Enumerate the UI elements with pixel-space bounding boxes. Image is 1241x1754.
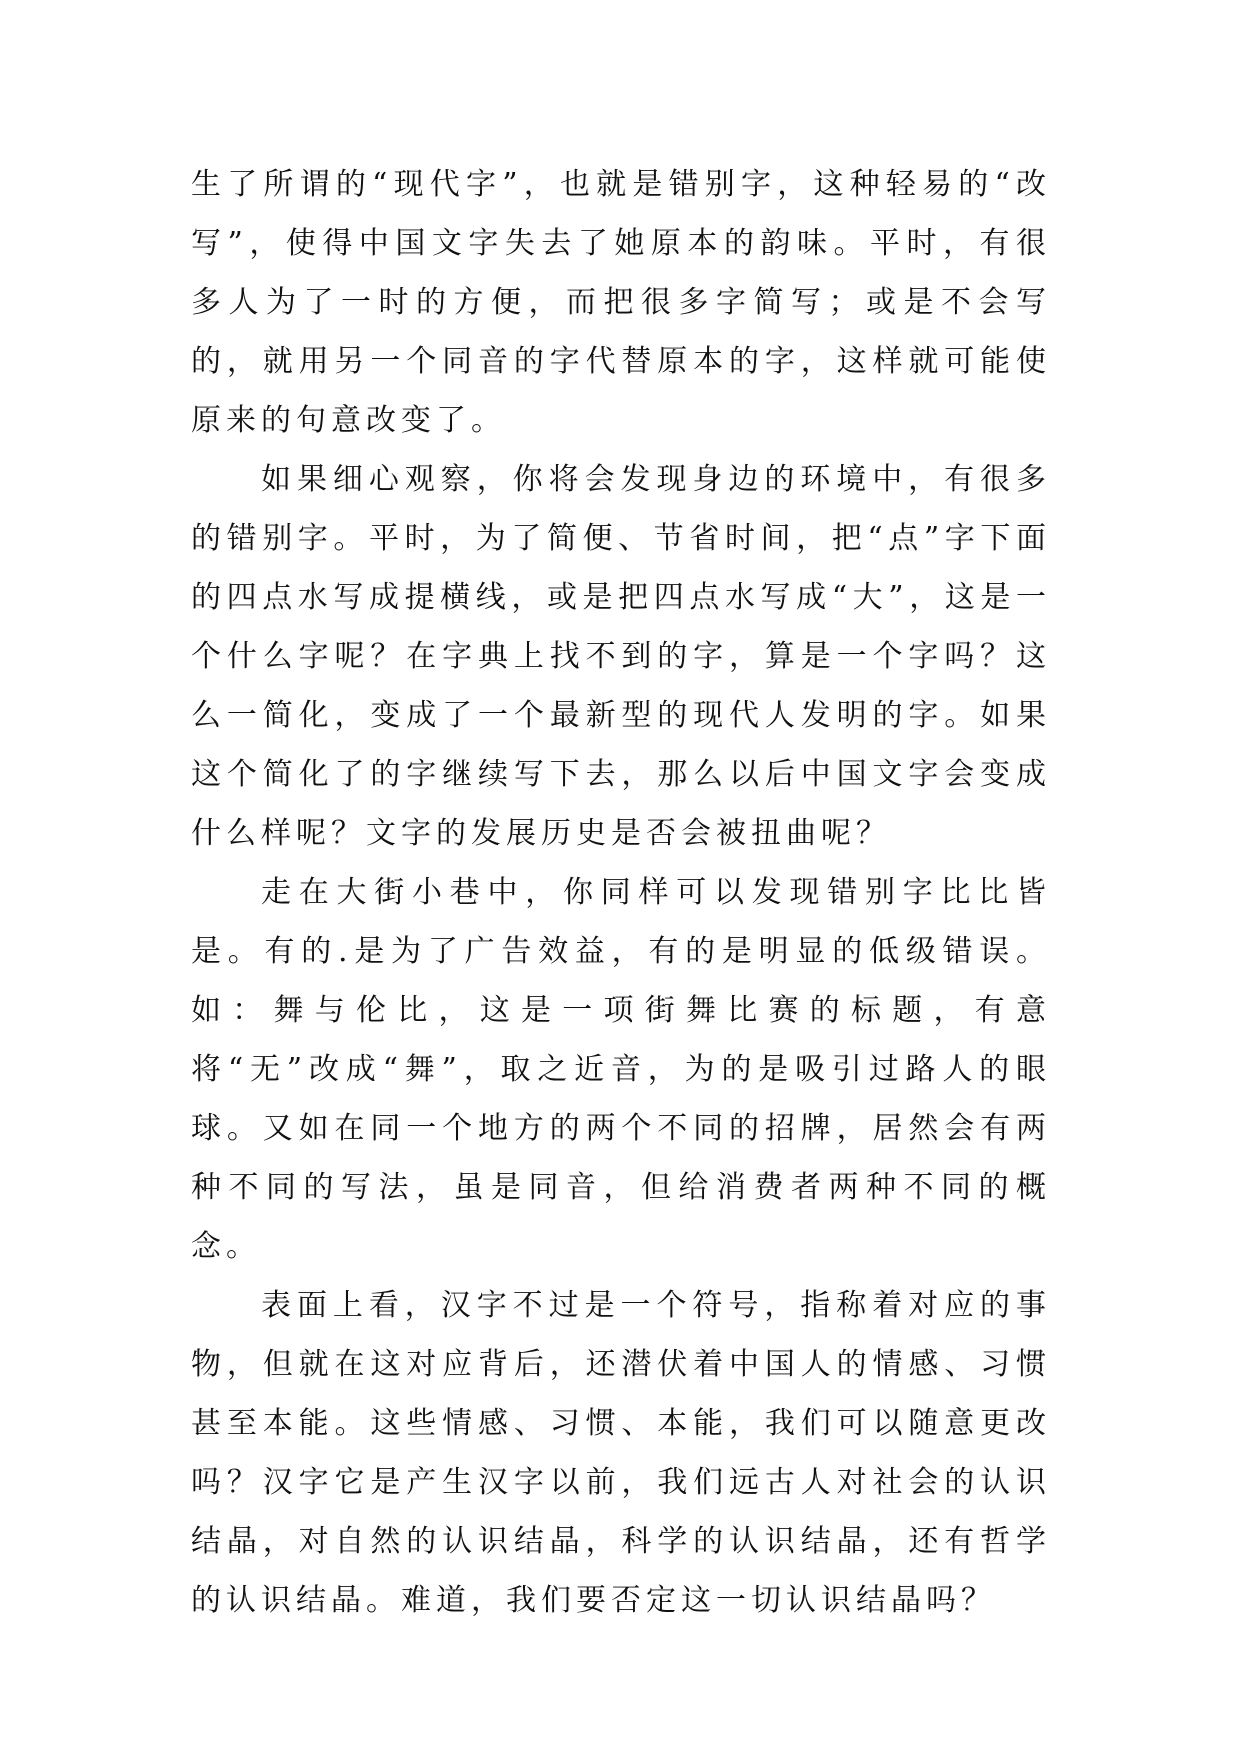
paragraph-1: 生了所谓的“现代字”，也就是错别字，这种轻易的“改写”，使得中国文字失去了她原本的韵味。平时，有很多人为了一时的方便，而把很多字简写；或是不会写的，就用另一个同音的字代替原本的字，这样就可能使原来的句意改变了。: [191, 167, 1051, 438]
document-body: [191, 155, 1051, 1630]
paragraph-3: 走在大街小巷中，你同样可以发现错别字比比皆是。有的.是为了广告效益，有的是明显的低级错误。如：舞与伦比，这是一项街舞比赛的标题，有意将“无”改成“舞”，取之近音，为的是吸引过路人的眼球。又如在同一个地方的两个不同的招牌，居然会有两种不同的写法，虽是同音，但给消费者两种不同的概念。: [191, 875, 1051, 1264]
paragraph-4: 表面上看，汉字不过是一个符号，指称着对应的事物，但就在这对应背后，还潜伏着中国人的情感、习惯甚至本能。这些情感、习惯、本能，我们可以随意更改吗？汉字它是产生汉字以前，我们远古人对社会的认识结晶，对自然的认识结晶，科学的认识结晶，还有哲学的认识结晶。难道，我们要否定这一切认识结晶吗？: [191, 1288, 1051, 1618]
paragraph-2: 如果细心观察，你将会发现身边的环境中，有很多的错别字。平时，为了简便、节省时间，把“点”字下面的四点水写成提横线，或是把四点水写成“大”，这是一个什么字呢？在字典上找不到的字，算是一个字吗？这么一简化，变成了一个最新型的现代人发明的字。如果这个简化了的字继续写下去，那么以后中国文字会变成什么样呢？文字的发展历史是否会被扭曲呢？: [191, 462, 1051, 851]
